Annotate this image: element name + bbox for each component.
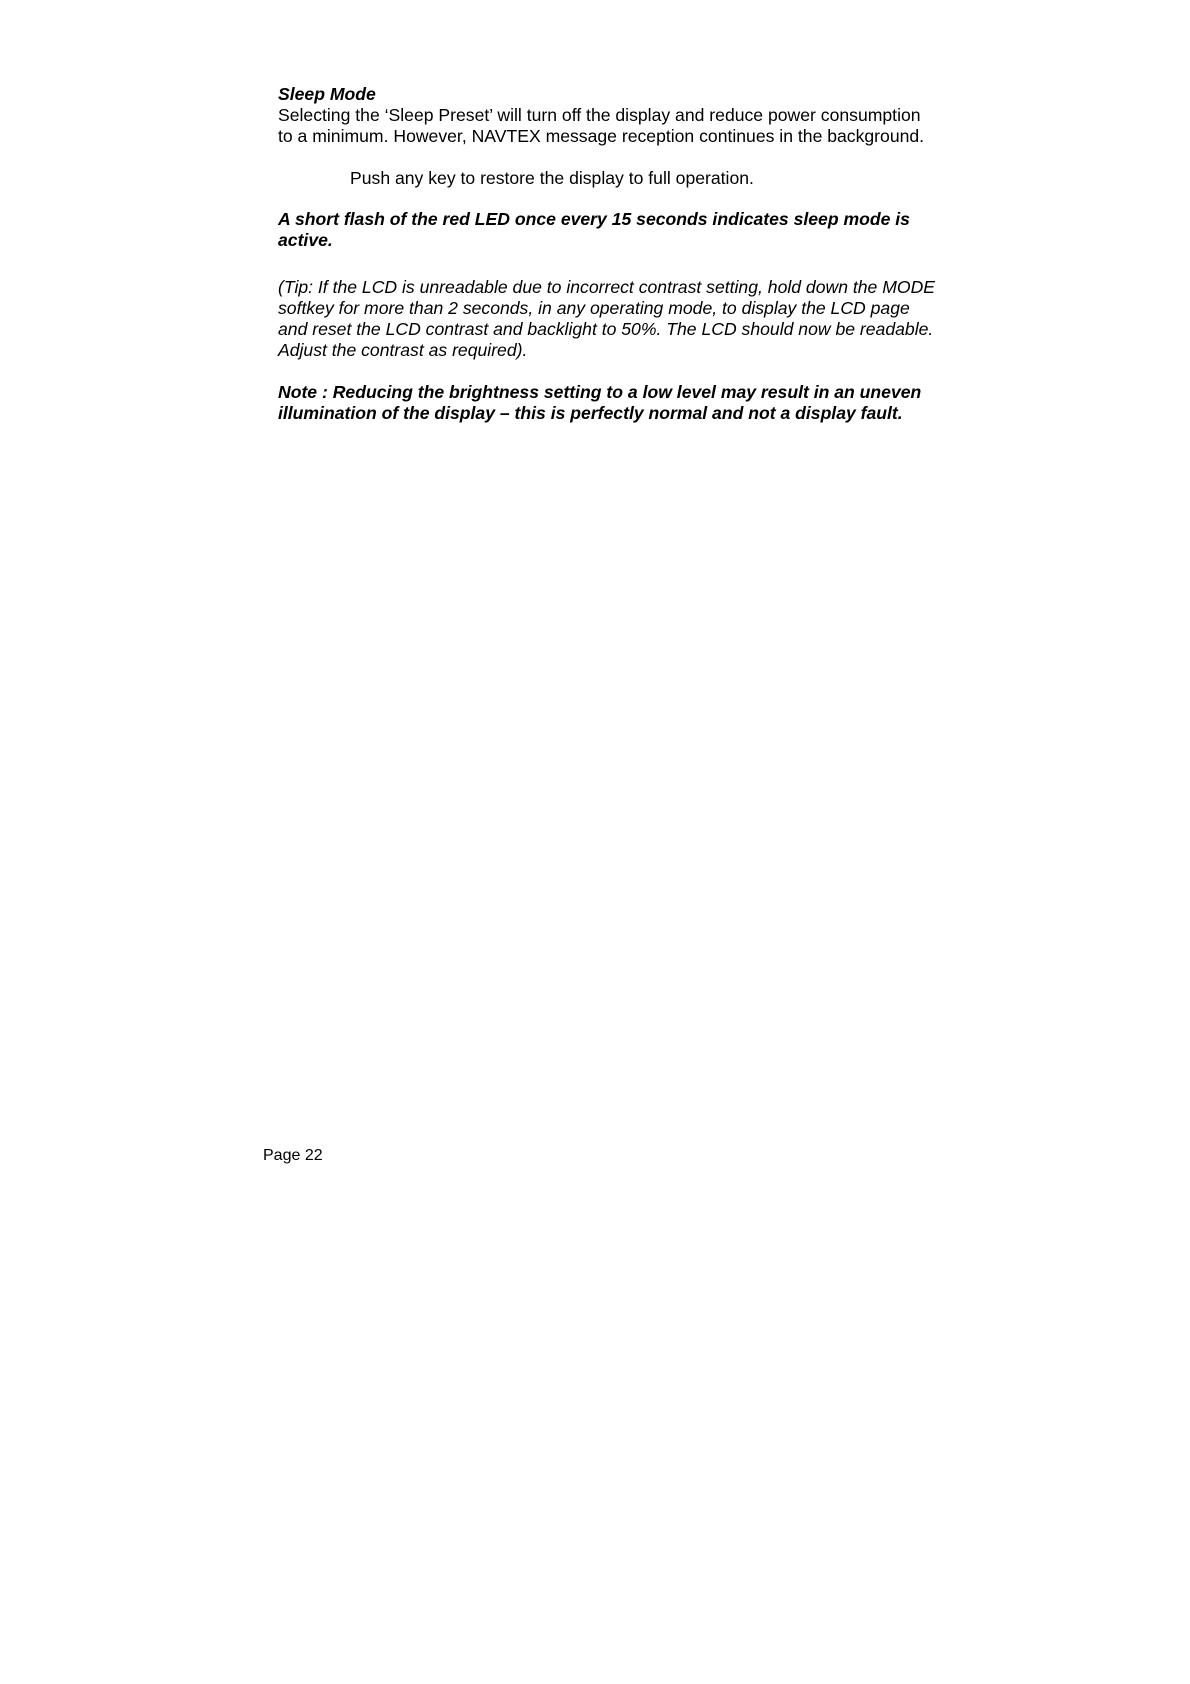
intro-paragraph: Selecting the ‘Sleep Preset’ will turn off the display and reduce power consumption to a minimum. However, NAVTEX message reception continues in the background. bbox=[278, 105, 925, 146]
document-body bbox=[278, 84, 938, 424]
instruction-paragraph: Push any key to restore the display to full operation. bbox=[350, 168, 754, 188]
section-heading: Sleep Mode bbox=[278, 84, 376, 104]
led-note-paragraph: A short flash of the red LED once every 15 seconds indicates sleep mode is active. bbox=[278, 209, 910, 250]
tip-paragraph: (Tip: If the LCD is unreadable due to incorrect contrast setting, hold down the MODE softkey for more than 2 seconds, in any operating mode, to display the LCD page and reset the LCD contrast and backlight to 50%. The LCD should now be readable. Adjust the contrast as required). bbox=[278, 277, 936, 360]
page-number: Page 22 bbox=[263, 1147, 323, 1164]
note-paragraph: Note : Reducing the brightness setting to a low level may result in an uneven illumination of the display – this is perfectly normal and not a display fault. bbox=[278, 382, 922, 423]
